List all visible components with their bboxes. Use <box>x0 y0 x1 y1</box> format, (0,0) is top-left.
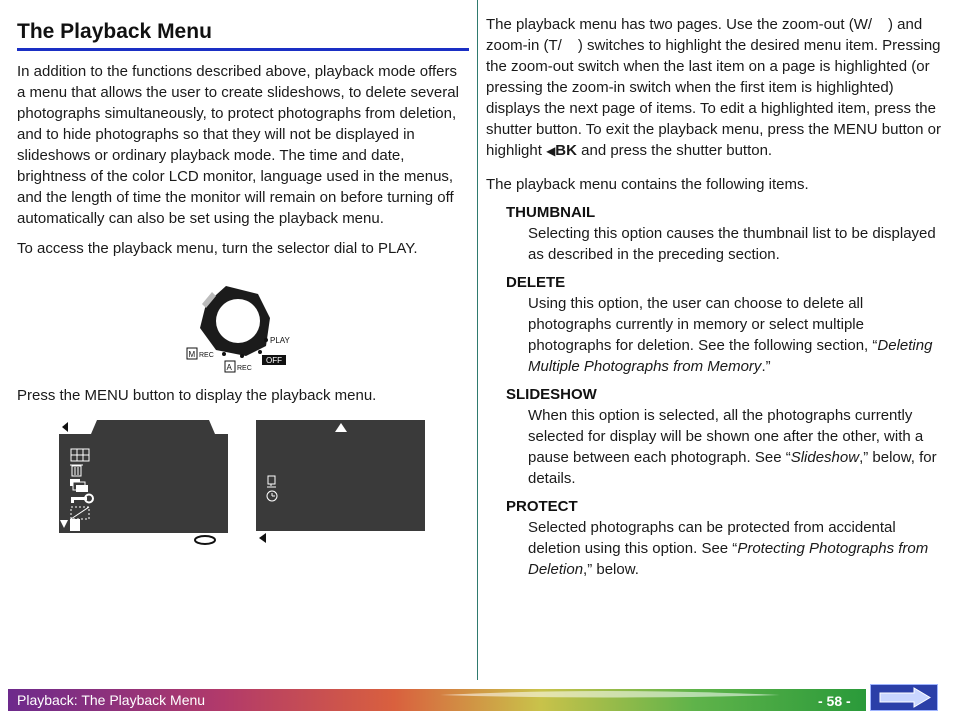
menu-screen-page-2-graphic <box>256 420 425 545</box>
delete-body-text: Using this option, the user can choose to delete all photographs currently in memory or select multiple photographs for deletion. See the following section, “ <box>528 295 878 354</box>
right-column <box>486 14 941 580</box>
slideshow-body-text: When this option is selected, all the photographs currently selected for display will be shown one after the other, with a pause between each photograph. See “ <box>528 407 924 466</box>
delete-reference-link[interactable]: Deleting Multiple Photographs from Memory <box>528 337 933 375</box>
nav-text-b: ) and zoom-in (T/ <box>486 16 923 54</box>
arec-dot <box>240 354 244 358</box>
menu-button-instruction: Press the MENU button to display the playback menu. <box>17 387 377 404</box>
item-body-delete <box>528 293 941 377</box>
play-dot <box>264 338 268 342</box>
nav-text-d: and press the shutter button. <box>581 142 773 159</box>
hide-image-icon <box>71 507 89 519</box>
menu-screen-page-2 <box>256 420 425 545</box>
bk-label: BK <box>555 142 577 159</box>
menu-screen-page-1 <box>59 420 228 547</box>
left-column <box>17 18 469 259</box>
scroll-block-indicator <box>70 519 80 531</box>
scroll-up-arrow-icon <box>335 423 347 432</box>
footer-page-number: - 58 - <box>818 693 851 709</box>
next-page-button[interactable] <box>870 684 938 711</box>
off-label: OFF <box>266 356 282 365</box>
slideshow-reference-link[interactable]: Slideshow <box>790 449 860 466</box>
arec-suffix: REC <box>237 365 252 372</box>
play-label: PLAY <box>270 336 290 345</box>
selector-dial-illustration <box>186 284 306 374</box>
item-body-slideshow <box>528 405 941 489</box>
screen-bottom-bar-2 <box>256 531 425 545</box>
items-intro: The playback menu contains the following items. <box>486 176 809 193</box>
mrec-suffix: REC <box>199 352 214 359</box>
page-title: The Playback Menu <box>17 18 469 51</box>
clock-icon <box>267 491 277 501</box>
tab-active <box>97 420 209 434</box>
item-body-thumbnail: Selecting this option causes the thumbnail list to be displayed as described in the preceding section. <box>528 225 936 263</box>
mrec-dot <box>222 352 226 356</box>
item-heading-thumbnail: THUMBNAIL <box>506 204 596 221</box>
navigation-paragraph <box>486 14 941 162</box>
slideshow-body-tail: ,” below, for details. <box>528 449 937 487</box>
slideshow-icon <box>70 479 88 492</box>
delete-icon <box>70 465 83 476</box>
dial-knob <box>216 299 260 343</box>
item-heading-protect: PROTECT <box>506 498 578 515</box>
bk-left-triangle-icon: ◀ <box>546 144 556 158</box>
off-dot <box>258 350 262 354</box>
protect-body-tail: ,” below. <box>583 561 639 578</box>
protect-key-icon <box>71 495 93 504</box>
thumbnail-icon <box>71 449 89 461</box>
footer-section-label: Playback: The Playback Menu <box>17 692 206 708</box>
item-heading-slideshow: SLIDESHOW <box>506 386 597 403</box>
nav-text-a: The playback menu has two pages. Use the zoom-out (W/ <box>486 16 873 33</box>
intro-paragraph: In addition to the functions described above, playback mode offers a menu that allows the user to create slideshows, to delete several photographs simultaneously, to protect photographs from deletion, and to hide photographs so that they will not be displayed in slideshows or ordinary playback mode. The time and date, brightness of the color LCD monitor, language used in the menus, and the length of time the monitor will remain on before turning off automatically can also be set using the playback menu. <box>17 63 459 227</box>
monitor-icon <box>267 476 276 487</box>
access-instruction: To access the playback menu, turn the selector dial to PLAY. <box>17 240 418 257</box>
arec-letter: A <box>226 363 232 372</box>
item-heading-delete: DELETE <box>506 274 566 291</box>
delete-body-tail: .” <box>761 358 771 375</box>
protect-body-text: Selected photographs can be protected from accidental deletion using this option. See “ <box>528 519 896 557</box>
scroll-down-arrow-icon <box>60 520 68 528</box>
item-body-protect <box>528 517 941 580</box>
nav-text-c: ) switches to highlight the desired menu item. Pressing the zoom-out switch when the last item on a page is highlighted (or pressing the zoom-in switch when the first item is highlighted) displays the next page of items. To edit a highlighted item, press the shutter button. To exit the playback menu, press the MENU button or highlight <box>486 37 941 159</box>
column-divider <box>477 0 478 680</box>
menu-screen-page-1-graphic <box>59 420 228 547</box>
mrec-letter: M <box>188 350 196 359</box>
protect-reference-link[interactable]: Protecting Photographs from Deletion <box>528 540 929 578</box>
